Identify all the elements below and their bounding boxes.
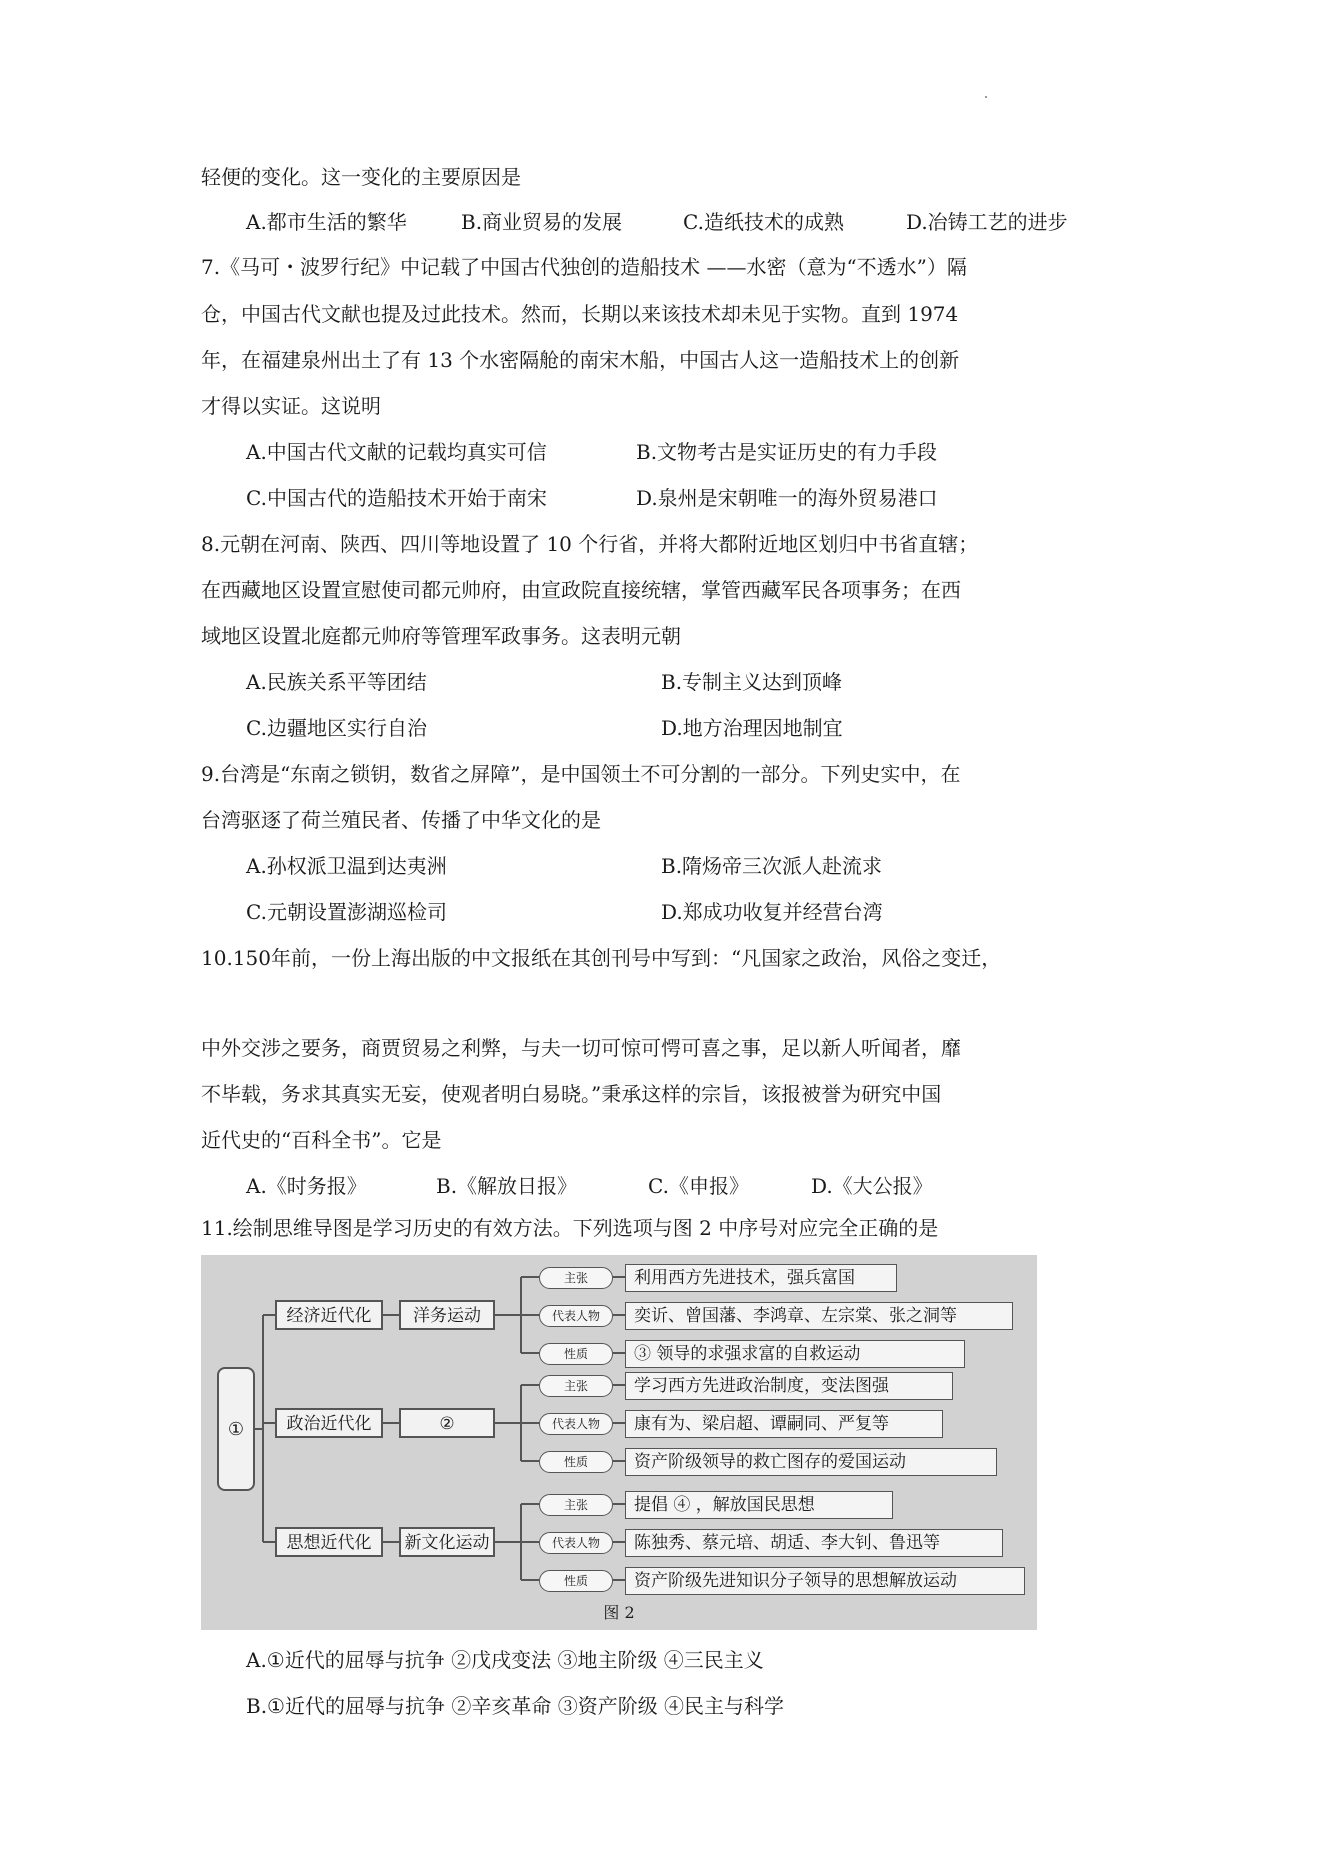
q9-option-c: C.元朝设置澎湖巡检司 bbox=[246, 900, 447, 924]
q9-stem-line1: 9.台湾是“东南之锁钥，数省之屏障”，是中国领土不可分割的一部分。下列史实中，在 bbox=[201, 762, 961, 786]
category-political: 政治近代化 bbox=[275, 1408, 383, 1438]
tag-representatives: 代表人物 bbox=[539, 1532, 613, 1554]
q11-option-b: B.①近代的屈辱与抗争 ②辛亥革命 ③资产阶级 ④民主与科学 bbox=[246, 1694, 785, 1718]
q10-stem-line3: 不毕载，务求其真实无妄，使观者明白易晓。”秉承这样的宗旨，该报被誉为研究中国 bbox=[201, 1082, 942, 1106]
q9-option-b: B.隋炀帝三次派人赴流求 bbox=[661, 854, 883, 878]
movement-new-culture: 新文化运动 bbox=[399, 1527, 495, 1557]
q8-stem-line1: 8.元朝在河南、陕西、四川等地设置了 10 个行省，并将大都附近地区划归中书省直辖； bbox=[201, 532, 979, 556]
q8-stem-line3: 域地区设置北庭都元帅府等管理军政事务。这表明元朝 bbox=[201, 624, 681, 648]
q10-stem-line1: 10.150年前，一份上海出版的中文报纸在其创刊号中写到：“凡国家之政治，风俗之变迁， bbox=[201, 946, 1002, 970]
detail-representatives: 陈独秀、蔡元培、胡适、李大钊、鲁迅等 bbox=[625, 1529, 1003, 1557]
tag-representatives: 代表人物 bbox=[539, 1413, 613, 1435]
detail-nature: 资产阶级领导的救亡图存的爱国运动 bbox=[625, 1448, 997, 1476]
category-ideological: 思想近代化 bbox=[275, 1527, 383, 1557]
q7-option-b: B.文物考古是实证历史的有力手段 bbox=[636, 440, 938, 464]
detail-representatives: 康有为、梁启超、谭嗣同、严复等 bbox=[625, 1410, 943, 1438]
tag-claim: 主张 bbox=[539, 1267, 613, 1289]
category-economic: 经济近代化 bbox=[275, 1300, 383, 1330]
q8-option-c: C.边疆地区实行自治 bbox=[246, 716, 427, 740]
detail-claim: 学习西方先进政治制度，变法图强 bbox=[625, 1372, 953, 1400]
q6-option-b: B.商业贸易的发展 bbox=[461, 210, 623, 234]
movement-yangwu: 洋务运动 bbox=[399, 1300, 495, 1330]
q7-stem-line1: 7.《马可・波罗行纪》中记载了中国古代独创的造船技术 ——水密（意为“不透水”）隔 bbox=[201, 255, 967, 279]
q8-option-a: A.民族关系平等团结 bbox=[246, 670, 427, 694]
mind-map-root: ① bbox=[217, 1367, 255, 1491]
q7-stem-line4: 才得以实证。这说明 bbox=[201, 394, 381, 418]
mind-map-figure bbox=[201, 1255, 1037, 1630]
q7-stem-line2: 仓，中国古代文献也提及过此技术。然而，长期以来该技术却未见于实物。直到 1974 bbox=[201, 302, 959, 326]
q7-option-a: A.中国古代文献的记载均真实可信 bbox=[246, 440, 547, 464]
q8-stem-line2: 在西藏地区设置宣慰使司都元帅府，由宣政院直接统辖，掌管西藏军民各项事务；在西 bbox=[201, 578, 961, 602]
q10-option-c: C.《申报》 bbox=[648, 1174, 749, 1198]
detail-nature: ③ 领导的求强求富的自救运动 bbox=[625, 1340, 965, 1368]
q10-option-b: B.《解放日报》 bbox=[436, 1174, 578, 1198]
detail-representatives: 奕䜣、曾国藩、李鸿章、左宗棠、张之洞等 bbox=[625, 1302, 1013, 1330]
q9-option-d: D.郑成功收复并经营台湾 bbox=[661, 900, 883, 924]
q10-option-a: A.《时务报》 bbox=[246, 1174, 367, 1198]
q10-stem-line4: 近代史的“百科全书”。它是 bbox=[201, 1128, 442, 1152]
tag-representatives: 代表人物 bbox=[539, 1305, 613, 1327]
q7-option-c: C.中国古代的造船技术开始于南宋 bbox=[246, 486, 547, 510]
q8-option-d: D.地方治理因地制宜 bbox=[661, 716, 843, 740]
tag-claim: 主张 bbox=[539, 1494, 613, 1516]
tag-nature: 性质 bbox=[539, 1343, 613, 1365]
tag-claim: 主张 bbox=[539, 1375, 613, 1397]
q11-stem: 11.绘制思维导图是学习历史的有效方法。下列选项与图 2 中序号对应完全正确的是 bbox=[201, 1216, 939, 1240]
q6-stem-end: 轻便的变化。这一变化的主要原因是 bbox=[201, 165, 521, 189]
movement-blank-2: ② bbox=[399, 1408, 495, 1438]
scan-speck bbox=[985, 96, 987, 98]
q6-option-a: A.都市生活的繁华 bbox=[246, 210, 407, 234]
q9-option-a: A.孙权派卫温到达夷洲 bbox=[246, 854, 447, 878]
q7-option-d: D.泉州是宋朝唯一的海外贸易港口 bbox=[636, 486, 938, 510]
q6-option-c: C.造纸技术的成熟 bbox=[683, 210, 844, 234]
tag-nature: 性质 bbox=[539, 1570, 613, 1592]
q8-option-b: B.专制主义达到顶峰 bbox=[661, 670, 843, 694]
tag-nature: 性质 bbox=[539, 1451, 613, 1473]
q9-stem-line2: 台湾驱逐了荷兰殖民者、传播了中华文化的是 bbox=[201, 808, 601, 832]
detail-nature: 资产阶级先进知识分子领导的思想解放运动 bbox=[625, 1567, 1025, 1595]
q10-option-d: D.《大公报》 bbox=[811, 1174, 933, 1198]
q11-option-a: A.①近代的屈辱与抗争 ②戊戌变法 ③地主阶级 ④三民主义 bbox=[246, 1648, 764, 1672]
q7-stem-line3: 年，在福建泉州出土了有 13 个水密隔舱的南宋木船，中国古人这一造船技术上的创新 bbox=[201, 348, 960, 372]
q10-stem-line2: 中外交涉之要务，商贾贸易之利弊，与夫一切可惊可愕可喜之事，足以新人听闻者，靡 bbox=[201, 1036, 961, 1060]
detail-claim: 提倡 ④ ，解放国民思想 bbox=[625, 1491, 893, 1519]
q6-option-d: D.冶铸工艺的进步 bbox=[906, 210, 1068, 234]
figure-caption: 图 2 bbox=[603, 1603, 635, 1622]
detail-claim: 利用西方先进技术，强兵富国 bbox=[625, 1264, 897, 1292]
